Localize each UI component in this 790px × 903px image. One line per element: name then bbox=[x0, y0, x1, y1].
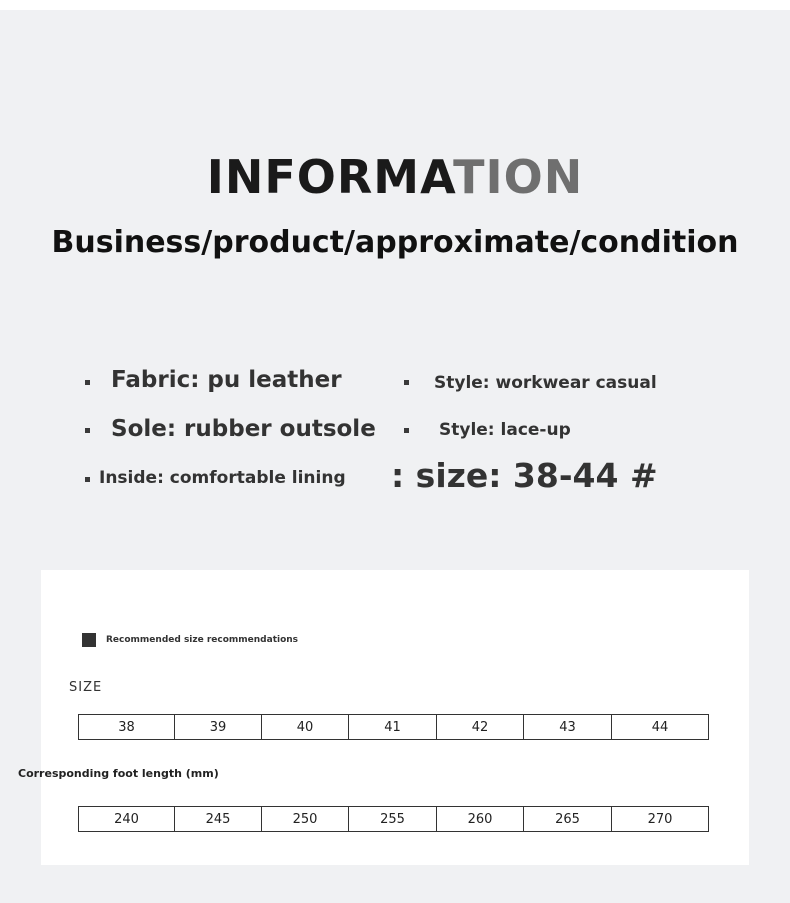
length-cell: 260 bbox=[437, 807, 524, 832]
bullet-icon bbox=[85, 477, 90, 482]
page-title bbox=[0, 150, 790, 204]
size-table bbox=[78, 714, 709, 740]
feature-inside: Inside: comfortable lining bbox=[99, 468, 346, 488]
bullet-icon bbox=[85, 428, 90, 433]
length-cell: 245 bbox=[175, 807, 262, 832]
length-cell: 265 bbox=[524, 807, 612, 832]
bullet-icon bbox=[85, 380, 90, 385]
legend-square-icon bbox=[82, 633, 96, 647]
table-row bbox=[79, 807, 709, 832]
feature-style-lace: Style: lace-up bbox=[439, 420, 571, 440]
size-cell: 43 bbox=[524, 715, 612, 740]
top-strip bbox=[0, 0, 790, 10]
foot-length-label: Corresponding foot length (mm) bbox=[18, 767, 219, 780]
bullet-icon bbox=[404, 380, 409, 385]
bullet-icon bbox=[404, 428, 409, 433]
page-subtitle: Business/product/approximate/condition bbox=[51, 225, 739, 260]
feature-size: : size: 38-44 # bbox=[391, 456, 658, 495]
title-fade: TION bbox=[453, 150, 584, 204]
size-cell: 41 bbox=[349, 715, 437, 740]
size-cell: 44 bbox=[612, 715, 709, 740]
foot-length-table bbox=[78, 806, 709, 832]
title-main: INFORMA bbox=[206, 150, 454, 204]
length-cell: 250 bbox=[262, 807, 349, 832]
size-row-label: SIZE bbox=[69, 680, 103, 695]
feature-sole: Sole: rubber outsole bbox=[111, 416, 376, 442]
table-row bbox=[79, 715, 709, 740]
size-cell: 42 bbox=[437, 715, 524, 740]
length-cell: 240 bbox=[79, 807, 175, 832]
length-cell: 255 bbox=[349, 807, 437, 832]
size-cell: 38 bbox=[79, 715, 175, 740]
feature-fabric: Fabric: pu leather bbox=[111, 367, 342, 393]
size-cell: 40 bbox=[262, 715, 349, 740]
size-chart-legend: Recommended size recommendations bbox=[106, 635, 299, 645]
length-cell: 270 bbox=[612, 807, 709, 832]
size-cell: 39 bbox=[175, 715, 262, 740]
feature-style-casual: Style: workwear casual bbox=[434, 373, 657, 393]
